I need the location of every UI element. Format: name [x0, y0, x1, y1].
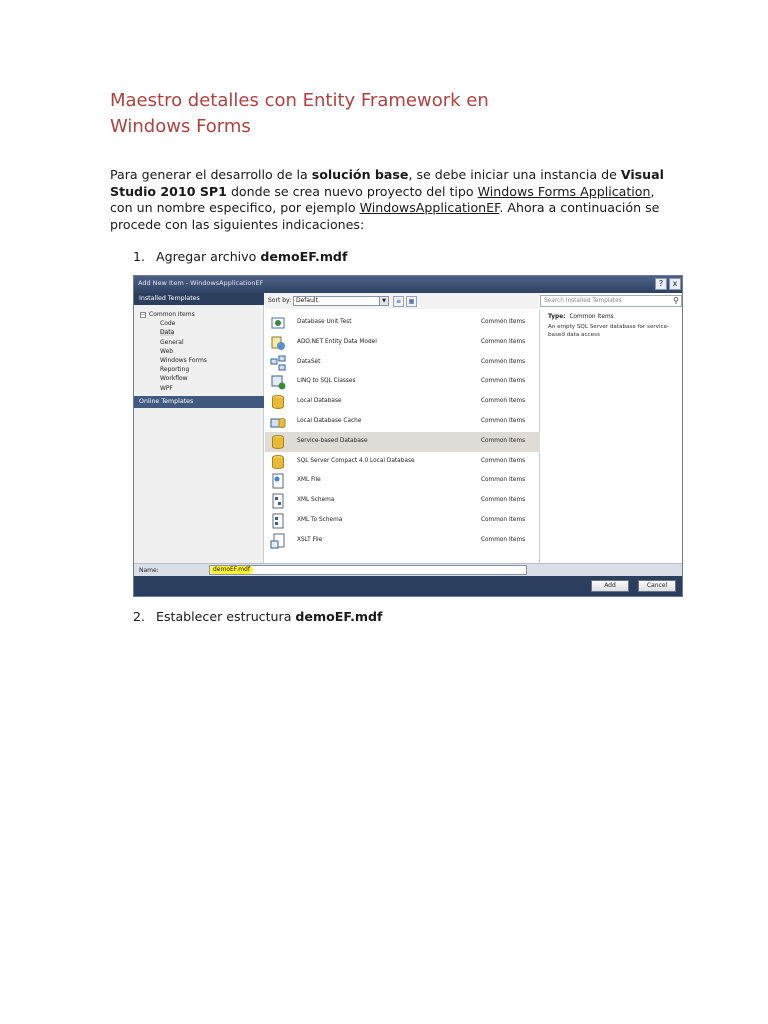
intro-text-4: , con un nombre especifico, por ejemplo: [110, 183, 655, 215]
info-type-value: Common Items: [569, 314, 614, 320]
template-row[interactable]: [265, 471, 540, 491]
intro-link-windows-forms: Windows Forms Application: [477, 183, 651, 199]
name-input[interactable]: [209, 565, 527, 575]
search-input[interactable]: [540, 295, 682, 307]
database-icon: [270, 434, 286, 450]
step-2-number: 2.: [133, 609, 146, 624]
step-1-number: 1.: [133, 249, 146, 264]
intro-bold-solution: solución base: [311, 167, 409, 182]
close-button[interactable]: x: [669, 278, 681, 290]
step-1: [133, 249, 347, 265]
intro-bold-visual-studio: Visual Studio 2010 SP1: [110, 167, 664, 199]
template-name: Local Database Cache: [297, 418, 362, 424]
tree-item-web[interactable]: Web: [160, 347, 174, 355]
name-value-highlighted: demoEF.mdf: [210, 566, 253, 574]
linq-icon: [270, 374, 286, 390]
tree-item-data[interactable]: Data: [160, 329, 175, 337]
tree-item-windows-forms[interactable]: Windows Forms: [160, 357, 207, 365]
grid-view-icon[interactable]: ▦: [406, 296, 417, 307]
template-name: DataSet: [297, 358, 321, 365]
step-1-text: Agregar archivo: [156, 249, 261, 264]
sort-by-value: Default: [296, 297, 318, 304]
tree-item-workflow[interactable]: Workflow: [160, 375, 188, 383]
collapse-icon[interactable]: −: [141, 311, 146, 318]
template-category: Common Items: [481, 319, 526, 325]
template-row[interactable]: [265, 491, 540, 511]
template-category: Common Items: [481, 457, 526, 464]
xml-to-schema-icon: [270, 513, 286, 529]
template-name: LINQ to SQL Classes: [297, 378, 356, 385]
search-icon[interactable]: ⚲: [673, 296, 679, 305]
template-categories-pane: [134, 293, 264, 564]
template-name: Service-based Database: [297, 437, 368, 444]
template-row[interactable]: [265, 392, 540, 412]
dialog-title: Add New Item - WindowsApplicationEF: [138, 279, 264, 287]
template-category: Common Items: [481, 338, 526, 345]
template-category: Common Items: [481, 517, 526, 523]
help-button[interactable]: ?: [655, 278, 667, 290]
intro-link-project-name: WindowsApplicationEF: [359, 200, 500, 215]
template-name: SQL Server Compact 4.0 Local Database: [297, 457, 415, 464]
dialog-button-bar: [134, 576, 683, 597]
add-button[interactable]: Add: [591, 580, 629, 592]
dataset-icon: [270, 355, 286, 371]
add-new-item-dialog: [133, 275, 683, 597]
template-category: Common Items: [481, 536, 526, 543]
list-view-icon[interactable]: ≡: [393, 296, 404, 307]
tree-item-general[interactable]: General: [160, 338, 184, 346]
chevron-down-icon: ▼: [379, 297, 388, 305]
intro-paragraph: [110, 167, 670, 233]
tree-root-label: Common Items: [149, 311, 195, 318]
document-title: [110, 88, 630, 140]
template-row[interactable]: [265, 531, 540, 551]
intro-text-5: . Ahora a continuación se procede con las siguientes indicaciones:: [110, 200, 660, 232]
template-name: XSLT File: [297, 536, 323, 543]
document-title-line-2: Windows Forms: [110, 116, 251, 137]
dialog-title-bar: [134, 276, 682, 293]
category-tree: [140, 310, 207, 393]
template-row[interactable]: [265, 511, 540, 531]
info-type: [548, 314, 614, 320]
cancel-button[interactable]: Cancel: [638, 580, 676, 592]
online-templates-header[interactable]: Online Templates: [134, 396, 264, 408]
document-title-line-1: Maestro detalles con Entity Framework en: [110, 90, 489, 111]
template-category: Common Items: [481, 437, 526, 444]
template-name: XML Schema: [297, 497, 335, 504]
template-category: Common Items: [481, 477, 526, 484]
name-label: Name:: [139, 567, 159, 574]
template-category: Common Items: [481, 418, 526, 424]
entity-model-icon: [270, 335, 286, 351]
template-name: XML To Schema: [297, 517, 343, 523]
step-2: [133, 609, 383, 625]
template-row[interactable]: [265, 333, 540, 353]
installed-templates-header[interactable]: Installed Templates: [134, 293, 264, 305]
intro-text-1: Para generar el desarrollo de la: [110, 167, 312, 182]
intro-text-3: donde se crea nuevo proyecto del tipo: [226, 183, 478, 199]
template-row[interactable]: [265, 353, 540, 373]
info-type-label: Type:: [548, 314, 566, 320]
step-2-filename: demoEF.mdf: [295, 609, 383, 624]
template-category: Common Items: [481, 497, 526, 504]
template-row[interactable]: [265, 313, 540, 333]
template-row[interactable]: [265, 412, 540, 432]
template-info-pane: [541, 309, 683, 563]
tree-item-reporting[interactable]: Reporting: [160, 366, 190, 374]
template-name: Database Unit Test: [297, 319, 352, 325]
template-toolbar: [265, 293, 539, 309]
template-name: XML File: [297, 477, 321, 484]
xml-schema-icon: [270, 493, 286, 509]
name-bar: [134, 563, 683, 576]
database-icon: [270, 394, 286, 410]
template-category: Common Items: [481, 378, 526, 385]
template-category: Common Items: [481, 398, 526, 405]
xslt-file-icon: [270, 533, 286, 549]
template-name: ADO.NET Entity Data Model: [297, 338, 377, 345]
tree-root-common-items[interactable]: [140, 310, 207, 319]
template-category: Common Items: [481, 358, 526, 365]
step-2-text: Establecer estructura: [156, 609, 296, 624]
template-name: Local Database: [297, 398, 342, 405]
database-cache-icon: [270, 414, 286, 430]
template-row[interactable]: [265, 452, 540, 472]
template-row[interactable]: [265, 372, 540, 392]
tree-item-code[interactable]: Code: [160, 320, 176, 328]
template-row[interactable]: [265, 432, 540, 452]
info-description: An empty SQL Server database for service-based data access: [548, 324, 670, 338]
sort-by-label: Sort by:: [268, 297, 292, 304]
step-1-filename: demoEF.mdf: [260, 249, 348, 264]
xml-file-icon: [270, 473, 286, 489]
search-placeholder: Search Installed Templates: [544, 298, 622, 304]
unit-test-icon: [270, 315, 286, 331]
template-list: [265, 309, 540, 563]
sort-by-dropdown[interactable]: [293, 296, 389, 306]
database-icon: [270, 454, 286, 470]
intro-text-2: , se debe iniciar una instancia de: [408, 167, 621, 182]
tree-item-wpf[interactable]: WPF: [160, 384, 174, 392]
